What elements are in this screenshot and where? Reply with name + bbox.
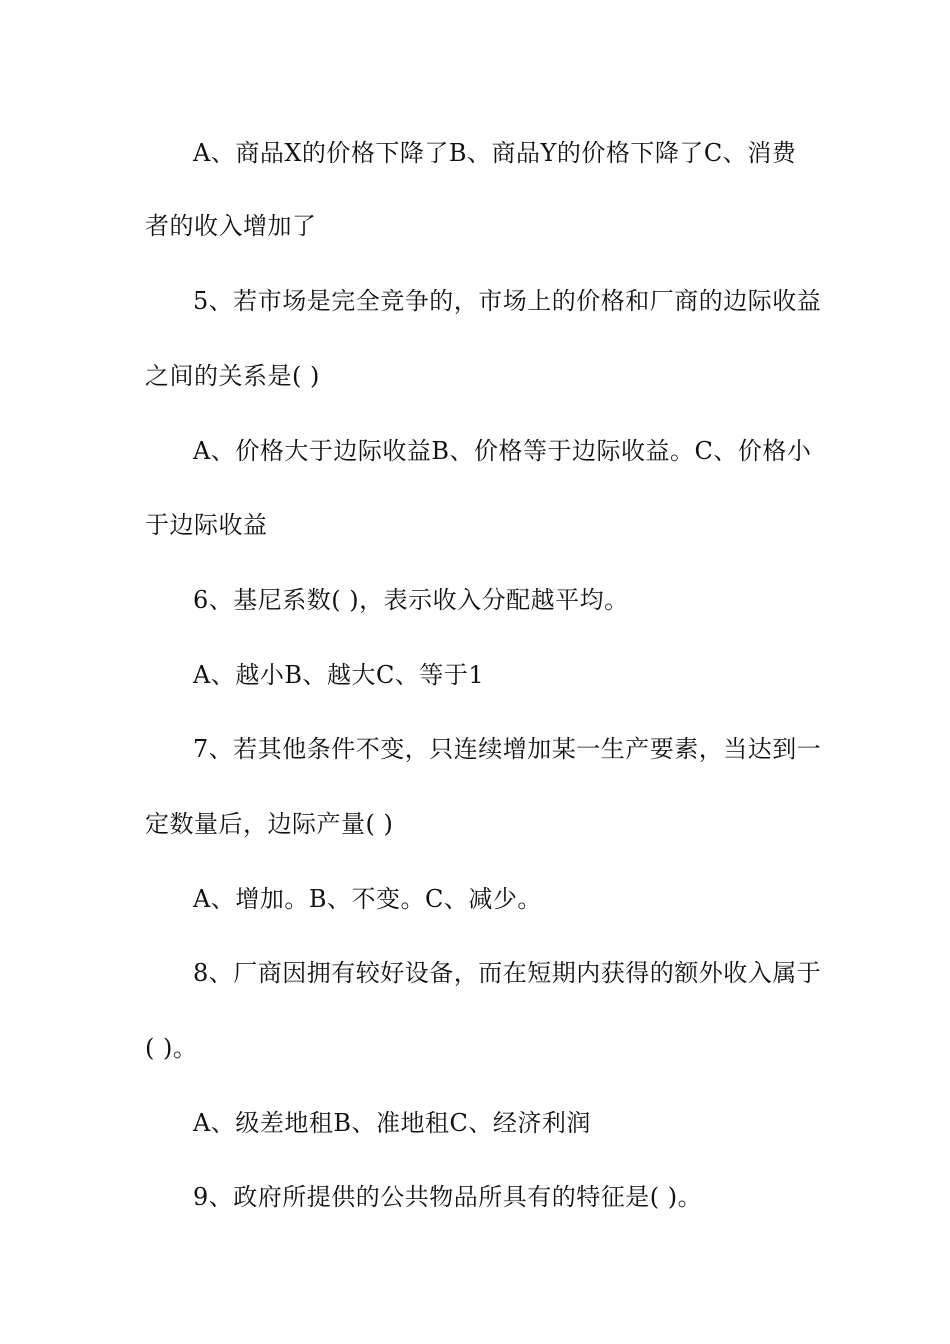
text-line-q4-options: A、商品X的价格下降了B、商品Y的价格下降了C、消费 [193,139,797,167]
text-line-q8-question: 8、厂商因拥有较好设备，而在短期内获得的额外收入属于 [193,959,822,987]
text-line-q6-options: A、越小B、越大C、等于1 [193,661,485,689]
text-line-q4-options-cont: 者的收入增加了 [145,212,317,240]
text-line-q9-question: 9、政府所提供的公共物品所具有的特征是( )。 [193,1183,703,1211]
text-line-q6-question: 6、基尼系数( )，表示收入分配越平均。 [193,586,629,614]
text-line-q7-question: 7、若其他条件不变，只连续增加某一生产要素，当达到一 [193,735,822,763]
text-line-q5-options: A、价格大于边际收益B、价格等于边际收益。C、价格小 [193,437,812,465]
text-line-q5-options-cont: 于边际收益 [145,511,268,539]
text-line-q5-question-cont: 之间的关系是( ) [145,362,320,390]
text-line-q7-options: A、增加。B、不变。C、减少。 [193,885,542,913]
text-line-q8-question-cont: ( )。 [145,1034,198,1062]
text-line-q7-question-cont: 定数量后，边际产量( ) [145,810,394,838]
text-line-q8-options: A、级差地租B、准地租C、经济利润 [193,1109,591,1137]
text-line-q5-question: 5、若市场是完全竞争的，市场上的价格和厂商的边际收益 [193,287,822,315]
